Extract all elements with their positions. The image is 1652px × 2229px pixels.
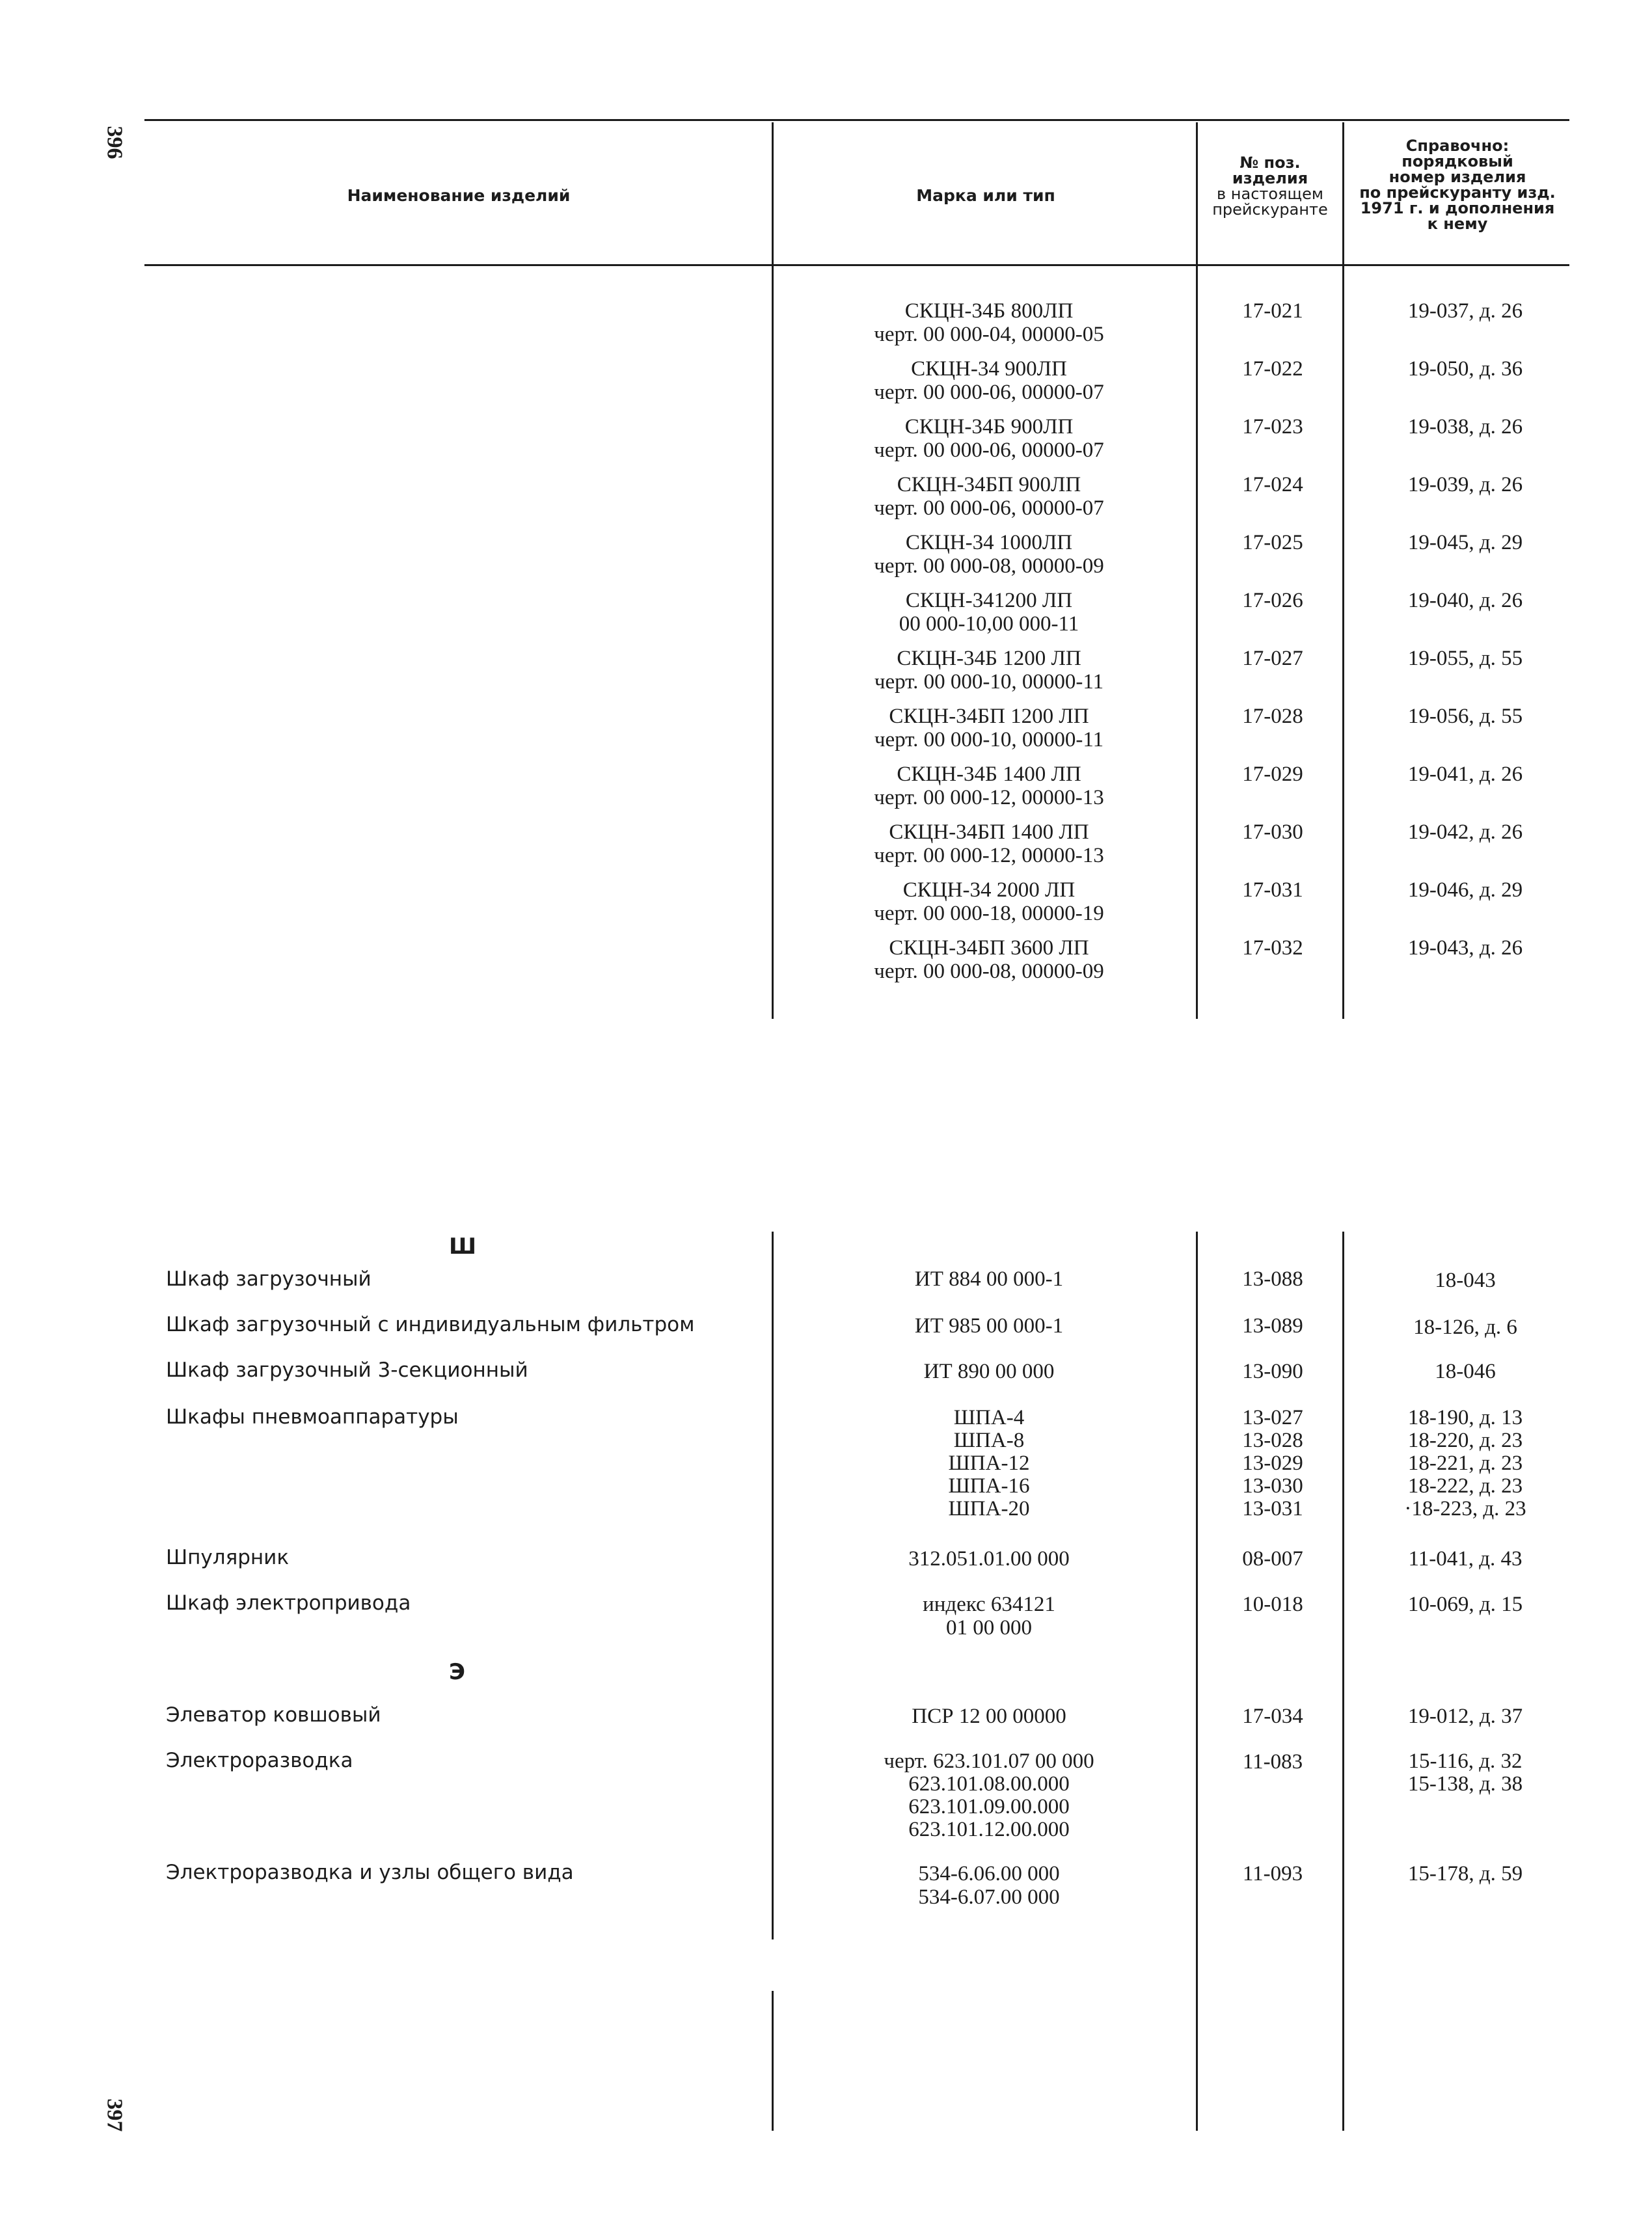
mark-line: 01 00 000 bbox=[946, 1616, 1032, 1640]
section-letter: Ш bbox=[449, 1234, 477, 1260]
pos-cell: 13-089 bbox=[1242, 1314, 1303, 1338]
pos-line: 13-031 bbox=[1242, 1497, 1303, 1520]
ref-cell: 18-046 bbox=[1435, 1360, 1496, 1383]
pos-cell: 13-088 bbox=[1242, 1267, 1303, 1291]
ref-line: 18-220, д. 23 bbox=[1407, 1429, 1523, 1452]
pos-cell: 17-028 bbox=[1242, 705, 1303, 728]
mark-line: СКЦН-341200 ЛП bbox=[905, 589, 1073, 612]
pos-line: 13-029 bbox=[1242, 1452, 1303, 1475]
header-pos-line: прейскуранте bbox=[1212, 200, 1328, 219]
mark-cell bbox=[778, 1407, 1200, 1520]
ref-cell: 19-012, д. 37 bbox=[1407, 1705, 1523, 1728]
header-ref bbox=[1346, 138, 1569, 232]
name-cell: Шкаф загрузочный bbox=[166, 1267, 372, 1291]
mark-line: индекс 634121 bbox=[923, 1593, 1055, 1616]
mark-line: 534-6.07.00 000 bbox=[918, 1885, 1060, 1909]
ref-cell: 18-043 bbox=[1435, 1269, 1496, 1292]
mark-cell bbox=[778, 531, 1200, 578]
mark-cell bbox=[778, 299, 1200, 346]
mark-line: СКЦН-34 2000 ЛП bbox=[902, 878, 1076, 902]
ref-cell: 11-041, д. 43 bbox=[1408, 1547, 1523, 1571]
mark-line: черт. 00 000-18, 00000-19 bbox=[874, 902, 1104, 925]
name-cell: Шпулярник bbox=[166, 1546, 290, 1569]
name-cell: Шкаф загрузочный с индивидуальным фильтром bbox=[166, 1313, 695, 1336]
name-cell: Электроразводка bbox=[166, 1749, 353, 1772]
ref-cell: 19-050, д. 36 bbox=[1407, 357, 1523, 381]
ref-line: 18-221, д. 23 bbox=[1407, 1452, 1523, 1475]
mark-cell bbox=[778, 936, 1200, 983]
pos-cell: 11-093 bbox=[1242, 1862, 1303, 1885]
mark-line: черт. 623.101.07 00 000 bbox=[884, 1749, 1094, 1773]
ref-cell: 19-040, д. 26 bbox=[1407, 589, 1523, 612]
mark-cell bbox=[778, 473, 1200, 520]
header-pos bbox=[1198, 155, 1342, 217]
mark-cell bbox=[778, 647, 1200, 694]
mark-cell bbox=[778, 589, 1200, 636]
ref-cell bbox=[1348, 1407, 1582, 1520]
mark-cell: ИТ 884 00 000-1 bbox=[914, 1267, 1064, 1291]
pos-cell: 17-032 bbox=[1242, 936, 1303, 960]
pos-cell: 17-025 bbox=[1242, 531, 1303, 554]
mark-line: СКЦН-34БП 1200 ЛП bbox=[889, 705, 1089, 728]
mark-cell bbox=[778, 1593, 1200, 1640]
pos-cell: 17-022 bbox=[1242, 357, 1303, 381]
header-ref-line: порядковый bbox=[1401, 152, 1513, 170]
mark-cell bbox=[778, 1750, 1200, 1841]
header-name: Наименование изделий bbox=[347, 186, 571, 205]
ref-cell: 19-055, д. 55 bbox=[1407, 647, 1523, 670]
mark-line: черт. 00 000-04, 00000-05 bbox=[874, 323, 1104, 346]
ref-line: 15-116, д. 32 bbox=[1408, 1749, 1523, 1773]
pos-cell: 17-027 bbox=[1242, 647, 1303, 670]
ref-line: 18-190, д. 13 bbox=[1407, 1406, 1523, 1429]
page-number-bottom: 397 bbox=[102, 2098, 127, 2132]
ref-cell: 19-043, д. 26 bbox=[1407, 936, 1523, 960]
mark-line: ШПА-8 bbox=[953, 1429, 1025, 1452]
mark-line: СКЦН-34Б 800ЛП bbox=[904, 299, 1074, 323]
ref-line: 15-138, д. 38 bbox=[1407, 1772, 1523, 1796]
mark-cell bbox=[778, 357, 1200, 404]
ref-cell: 15-178, д. 59 bbox=[1407, 1862, 1523, 1885]
name-cell: Элеватор ковшовый bbox=[166, 1703, 381, 1727]
mark-line: черт. 00 000-08, 00000-09 bbox=[874, 554, 1104, 578]
mark-cell bbox=[778, 415, 1200, 462]
page-number-top: 396 bbox=[102, 126, 127, 159]
mark-line: 623.101.09.00.000 bbox=[908, 1795, 1070, 1818]
pos-cell: 17-021 bbox=[1242, 299, 1303, 323]
header-mark: Марка или тип bbox=[916, 186, 1055, 205]
pos-line: 13-030 bbox=[1242, 1474, 1303, 1498]
column-rule bbox=[772, 1232, 774, 1939]
name-cell: Электроразводка и узлы общего вида bbox=[166, 1861, 574, 1884]
column-rule bbox=[772, 122, 774, 1019]
pos-line: 13-028 bbox=[1242, 1429, 1303, 1452]
mark-line: ШПА-4 bbox=[953, 1406, 1025, 1429]
mark-line: черт. 00 000-06, 00000-07 bbox=[874, 439, 1104, 462]
header-bottom-rule bbox=[144, 264, 1569, 266]
ref-cell: 10-069, д. 15 bbox=[1407, 1593, 1523, 1616]
ref-line: ·18-223, д. 23 bbox=[1404, 1497, 1526, 1520]
ref-line: 18-222, д. 23 bbox=[1407, 1474, 1523, 1498]
ref-cell: 19-045, д. 29 bbox=[1407, 531, 1523, 554]
header-ref-line: по прейскуранту изд. bbox=[1359, 183, 1556, 202]
section-letter: Э bbox=[449, 1659, 465, 1685]
ref-cell: 19-037, д. 26 bbox=[1407, 299, 1523, 323]
pos-cell: 17-023 bbox=[1242, 415, 1303, 439]
mark-line: ШПА-20 bbox=[948, 1497, 1030, 1520]
header-ref-line: Справочно: bbox=[1405, 137, 1510, 155]
ref-cell: 19-038, д. 26 bbox=[1407, 415, 1523, 439]
ref-cell: 18-126, д. 6 bbox=[1413, 1316, 1517, 1339]
header-ref-line: номер изделия bbox=[1388, 168, 1526, 186]
mark-cell bbox=[778, 878, 1200, 925]
mark-line: СКЦН-34БП 1400 ЛП bbox=[889, 820, 1089, 844]
mark-line: 534-6.06.00 000 bbox=[918, 1862, 1060, 1885]
pos-cell: 17-026 bbox=[1242, 589, 1303, 612]
mark-line: черт. 00 000-08, 00000-09 bbox=[874, 960, 1104, 983]
ref-cell: 19-056, д. 55 bbox=[1407, 705, 1523, 728]
mark-cell bbox=[778, 705, 1200, 751]
header-pos-line: изделия bbox=[1232, 169, 1308, 187]
pos-cell: 10-018 bbox=[1242, 1593, 1303, 1616]
mark-line: СКЦН-34Б 1200 ЛП bbox=[897, 647, 1081, 670]
name-cell: Шкаф загрузочный 3-секционный bbox=[166, 1358, 528, 1382]
mark-line: черт. 00 000-12, 00000-13 bbox=[874, 786, 1104, 809]
mark-line: 623.101.08.00.000 bbox=[908, 1772, 1070, 1796]
header-ref-line: 1971 г. и дополнения bbox=[1360, 199, 1555, 217]
header-pos-line: № поз. bbox=[1239, 154, 1301, 172]
mark-cell bbox=[778, 763, 1200, 809]
mark-line: СКЦН-34 900ЛП bbox=[911, 357, 1067, 381]
mark-line: СКЦН-34Б 900ЛП bbox=[904, 415, 1074, 439]
name-cell: Шкаф электропривода bbox=[166, 1591, 411, 1615]
mark-line: черт. 00 000-10, 00000-11 bbox=[874, 728, 1104, 751]
column-rule bbox=[772, 1991, 774, 2131]
ref-cell bbox=[1348, 1750, 1582, 1796]
mark-line: СКЦН-34БП 3600 ЛП bbox=[889, 936, 1089, 960]
pos-cell: 17-029 bbox=[1242, 763, 1303, 786]
mark-cell: ИТ 985 00 000-1 bbox=[914, 1314, 1064, 1338]
mark-line: черт. 00 000-10, 00000-11 bbox=[874, 670, 1104, 694]
ref-cell: 19-041, д. 26 bbox=[1407, 763, 1523, 786]
mark-line: черт. 00 000-06, 00000-07 bbox=[874, 496, 1104, 520]
mark-line: 623.101.12.00.000 bbox=[908, 1818, 1070, 1841]
pos-cell: 17-024 bbox=[1242, 473, 1303, 496]
mark-line: черт. 00 000-06, 00000-07 bbox=[874, 381, 1104, 404]
pos-cell: 11-083 bbox=[1242, 1750, 1303, 1774]
header-pos-line: в настоящем bbox=[1217, 185, 1323, 203]
ref-cell: 19-046, д. 29 bbox=[1407, 878, 1523, 902]
ref-cell: 19-042, д. 26 bbox=[1407, 820, 1523, 844]
mark-line: СКЦН-34БП 900ЛП bbox=[897, 473, 1081, 496]
pos-cell: 17-034 bbox=[1242, 1705, 1303, 1728]
ref-cell: 19-039, д. 26 bbox=[1407, 473, 1523, 496]
mark-line: ШПА-12 bbox=[948, 1452, 1030, 1475]
mark-cell bbox=[778, 820, 1200, 867]
mark-cell bbox=[778, 1862, 1200, 1909]
pos-cell: 17-031 bbox=[1242, 878, 1303, 902]
mark-line: ШПА-16 bbox=[948, 1474, 1030, 1498]
pos-cell: 17-030 bbox=[1242, 820, 1303, 844]
pos-cell: 13-090 bbox=[1242, 1360, 1303, 1383]
mark-cell: ИТ 890 00 000 bbox=[923, 1360, 1055, 1383]
mark-line: СКЦН-34 1000ЛП bbox=[905, 531, 1073, 554]
name-cell: Шкафы пневмоаппаратуры bbox=[166, 1405, 459, 1429]
pos-cell bbox=[1197, 1407, 1348, 1520]
pos-line: 13-027 bbox=[1242, 1406, 1303, 1429]
mark-line: 00 000-10,00 000-11 bbox=[899, 612, 1079, 636]
pos-cell: 08-007 bbox=[1242, 1547, 1303, 1571]
mark-cell: 312.051.01.00 000 bbox=[908, 1547, 1070, 1571]
mark-line: черт. 00 000-12, 00000-13 bbox=[874, 844, 1104, 867]
header-top-rule bbox=[144, 119, 1569, 121]
header-ref-line: к нему bbox=[1427, 215, 1488, 233]
mark-line: СКЦН-34Б 1400 ЛП bbox=[897, 763, 1081, 786]
mark-cell: ПСР 12 00 00000 bbox=[912, 1705, 1066, 1728]
